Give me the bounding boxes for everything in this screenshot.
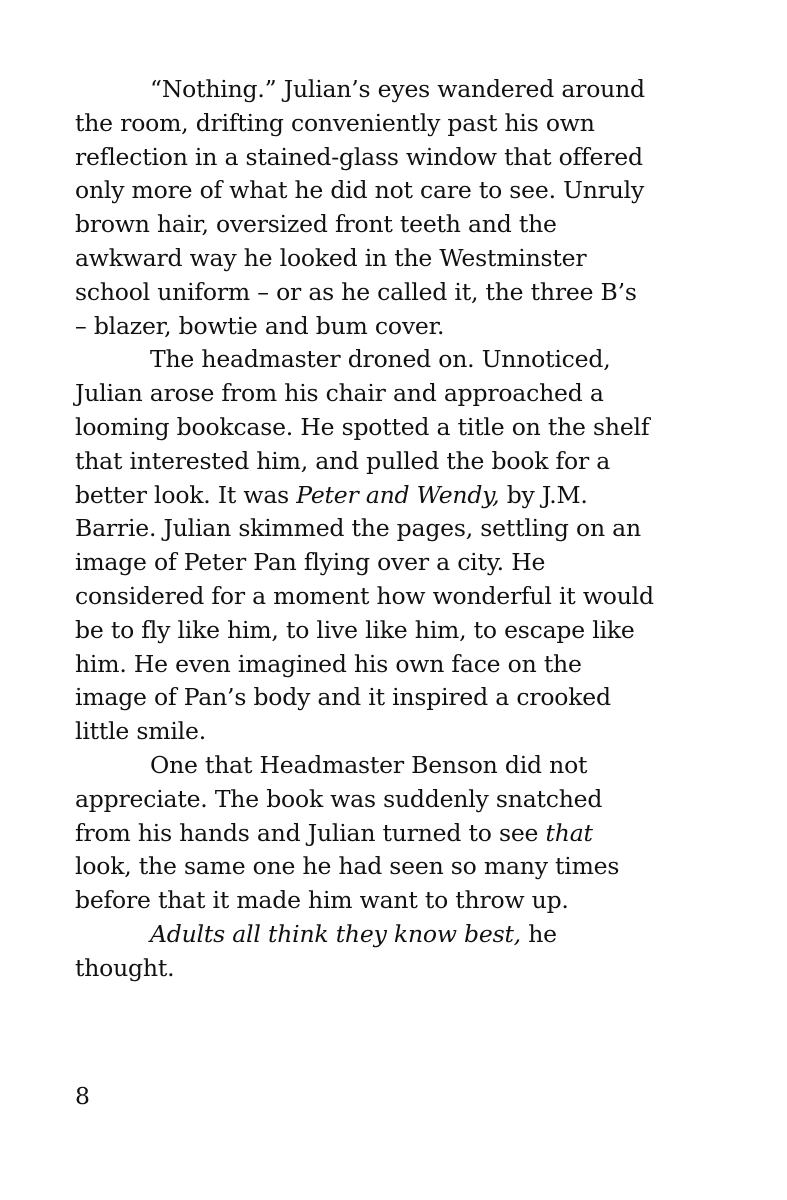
text-line: the room, drifting conveniently past his own (75, 108, 595, 137)
text-line (75, 918, 685, 952)
text-line (75, 817, 685, 851)
text-line: be to fly like him, to live like him, to escape like (75, 615, 635, 644)
emphasis-italic: that (545, 818, 593, 847)
paragraph-2 (75, 343, 685, 749)
paragraph-1 (75, 73, 685, 343)
paragraph-4 (75, 918, 685, 986)
text-line: Julian arose from his chair and approached a (75, 379, 604, 408)
text-line: brown hair, oversized front teeth and the (75, 210, 557, 239)
text-line (75, 479, 685, 513)
text-run: from his hands and Julian turned to see (75, 818, 546, 847)
paragraph-3 (75, 749, 685, 918)
text-line: The headmaster droned on. Unnoticed, (150, 345, 611, 374)
text-line: – blazer, bowtie and bum cover. (75, 311, 445, 340)
thought-italic: Adults all think they know best, (150, 919, 521, 948)
text-run: by J.M. (499, 480, 588, 509)
text-line: little smile. (75, 717, 206, 746)
text-line: image of Pan’s body and it inspired a crooked (75, 683, 611, 712)
page-number: 8 (75, 1082, 90, 1110)
text-line: before that it made him want to throw up. (75, 886, 569, 915)
text-line: appreciate. The book was suddenly snatched (75, 784, 603, 813)
text-line: reflection in a stained-glass window that offered (75, 142, 643, 171)
text-line: him. He even imagined his own face on the (75, 649, 582, 678)
text-line: only more of what he did not care to see. Unruly (75, 176, 645, 205)
body-text (75, 73, 685, 986)
book-title-italic: Peter and Wendy, (296, 480, 500, 509)
text-line: Barrie. Julian skimmed the pages, settling on an (75, 514, 641, 543)
text-line: One that Headmaster Benson did not (150, 750, 588, 779)
text-line: considered for a moment how wonderful it would (75, 581, 654, 610)
text-run: better look. It was (75, 480, 297, 509)
text-line: “Nothing.” Julian’s eyes wandered around (150, 75, 645, 103)
text-run: he (520, 919, 557, 948)
text-line: school uniform – or as he called it, the three B’s (75, 277, 637, 306)
text-line: look, the same one he had seen so many times (75, 852, 620, 881)
text-line: awkward way he looked in the Westminster (75, 243, 587, 272)
text-line: thought. (75, 953, 175, 982)
text-line: that interested him, and pulled the book for a (75, 446, 611, 475)
text-line: looming bookcase. He spotted a title on the shelf (75, 412, 650, 441)
text-line: image of Peter Pan flying over a city. He (75, 548, 546, 577)
